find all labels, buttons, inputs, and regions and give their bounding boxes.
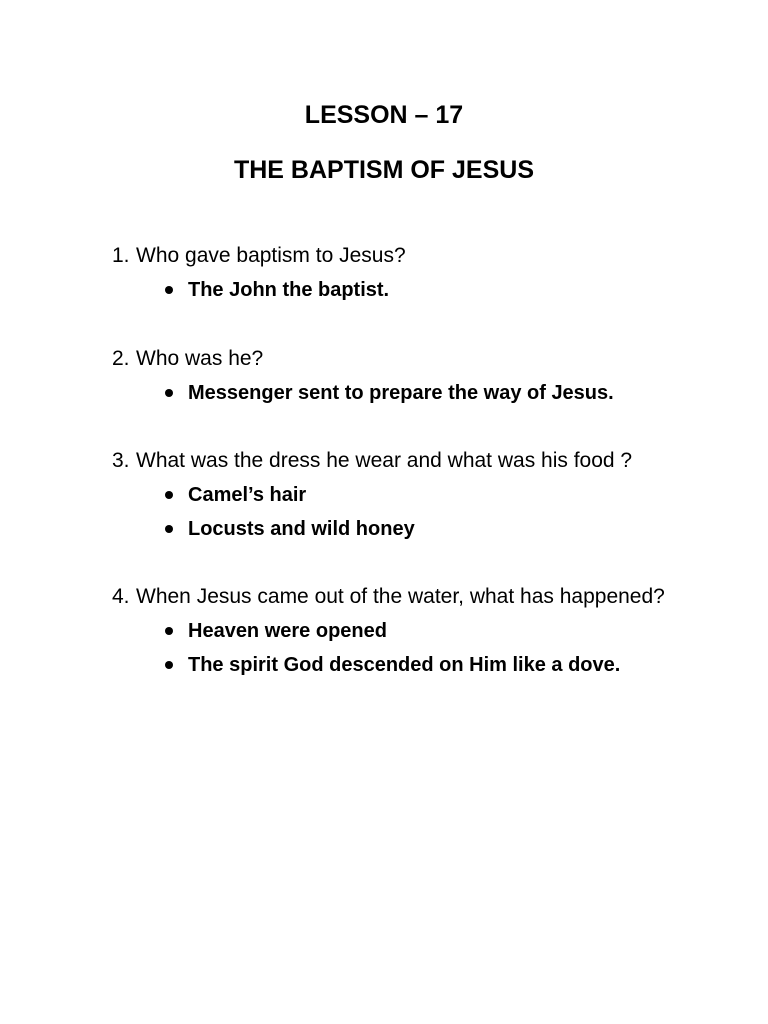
- answer-item: [112, 512, 712, 546]
- question-number: 4.: [112, 585, 130, 608]
- bullet-icon: [165, 491, 173, 499]
- answer-list: [112, 614, 712, 682]
- bullet-icon: [165, 525, 173, 533]
- answer-item: [112, 614, 712, 648]
- answer-text: Heaven were opened: [188, 620, 387, 642]
- question-number: 1.: [112, 244, 130, 267]
- question-block-2: [112, 342, 712, 410]
- question-block-3: [112, 444, 712, 546]
- answer-text: The spirit God descended on Him like a dove.: [188, 654, 621, 676]
- question-text: When Jesus came out of the water, what has happened?: [136, 585, 665, 608]
- answer-text: Camel’s hair: [188, 484, 307, 506]
- answer-text: Messenger sent to prepare the way of Jesus.: [188, 382, 614, 404]
- bullet-icon: [165, 661, 173, 669]
- answer-item: [112, 376, 712, 410]
- bullet-icon: [165, 627, 173, 635]
- answer-item: [112, 478, 712, 512]
- answer-list: [112, 273, 712, 307]
- question-number: 3.: [112, 449, 130, 472]
- answer-text: Locusts and wild honey: [188, 518, 415, 540]
- answer-item: [112, 273, 712, 307]
- lesson-title: LESSON – 17: [304, 101, 464, 129]
- bullet-icon: [165, 389, 173, 397]
- question-1: [112, 239, 712, 273]
- answer-item: [112, 648, 712, 682]
- question-2: [112, 342, 712, 376]
- answer-list: [112, 376, 712, 410]
- lesson-subtitle: THE BAPTISM OF JESUS: [233, 156, 535, 184]
- question-text: What was the dress he wear and what was his food ?: [136, 449, 633, 472]
- question-text: Who gave baptism to Jesus?: [136, 244, 406, 267]
- answer-text: The John the baptist.: [188, 279, 390, 301]
- answer-list: [112, 478, 712, 546]
- bullet-icon: [165, 286, 173, 294]
- question-text: Who was he?: [136, 347, 264, 370]
- question-number: 2.: [112, 347, 130, 370]
- question-block-1: [112, 239, 712, 307]
- question-3: [112, 444, 712, 478]
- question-4: [112, 580, 712, 614]
- question-block-4: [112, 580, 712, 682]
